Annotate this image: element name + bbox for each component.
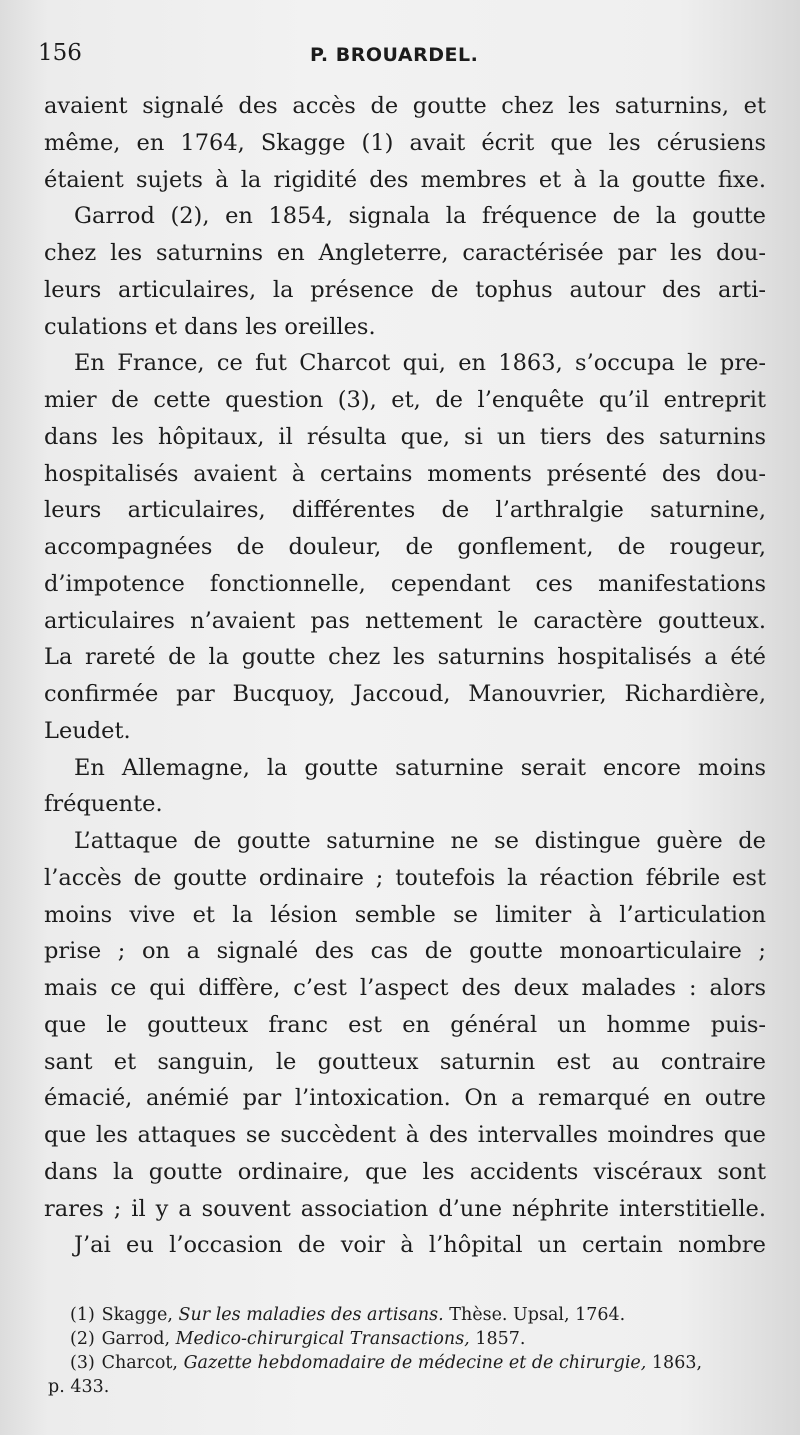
footnote-3-continuation: p. 433. xyxy=(48,1377,110,1397)
page-number: 156 xyxy=(38,40,82,66)
text-line: rares ; il y a souvent association d’une néphrite interstitielle. xyxy=(44,1195,766,1222)
text-line: Garrod (2), en 1854, signala la fréquence de la goutte xyxy=(74,203,766,230)
footnote-work-title: Medico-chirurgical Transactions, xyxy=(175,1329,470,1349)
text-line: l’accès de goutte ordinaire ; toutefois la réaction fébrile est xyxy=(44,864,766,891)
footnote-details: Thèse. Upsal, 1764. xyxy=(449,1305,626,1325)
text-line: mais ce qui diffère, c’est l’aspect des deux malades : alors xyxy=(44,975,766,1001)
footnote-1 xyxy=(48,1303,774,1327)
footnote-work-title: Sur les maladies des artisans. xyxy=(178,1305,444,1325)
footnote-number: (1) xyxy=(70,1305,95,1325)
text-line: mier de cette question (3), et, de l’enquête qu’il entreprit xyxy=(44,387,766,413)
text-line: prise ; on a signalé des cas de goutte monoarticulaire ; xyxy=(44,938,766,965)
text-line: même, en 1764, Skagge (1) avait écrit que les cérusiens xyxy=(44,129,766,156)
text-line: L’attaque de goutte saturnine ne se distingue guère de xyxy=(74,828,766,854)
footnote-2 xyxy=(48,1327,774,1351)
text-line: d’impotence fonctionnelle, cependant ces manifestations xyxy=(44,570,766,597)
footnote-author: Skagge, xyxy=(101,1305,173,1325)
text-line: que les attaques se succèdent à des intervalles moindres que xyxy=(44,1122,766,1148)
footnote-details: 1857. xyxy=(475,1329,526,1349)
text-line: articulaires n’avaient pas nettement le caractère goutteux. xyxy=(44,607,766,634)
text-line: chez les saturnins en Angleterre, caractérisée par les dou- xyxy=(44,240,766,266)
footnote-author: Garrod, xyxy=(101,1329,171,1349)
text-line: hospitalisés avaient à certains moments présenté des dou- xyxy=(44,460,766,487)
text-line: dans la goutte ordinaire, que les accidents viscéraux sont xyxy=(44,1158,766,1185)
text-line: Leudet. xyxy=(44,717,131,744)
text-line: accompagnées de douleur, de gonflement, de rougeur, xyxy=(44,534,766,560)
text-line: avaient signalé des accès de goutte chez les saturnins, et xyxy=(44,93,766,119)
text-line: culations et dans les oreilles. xyxy=(44,313,376,340)
text-line: leurs articulaires, la présence de tophus autour des arti- xyxy=(44,276,766,303)
body-text xyxy=(44,88,766,1264)
text-line: La rareté de la goutte chez les saturnins hospitalisés a été xyxy=(44,644,766,671)
footnote-3 xyxy=(48,1351,774,1375)
text-line: leurs articulaires, différentes de l’arthralgie saturnine, xyxy=(44,497,766,524)
footnote-number: (3) xyxy=(70,1353,95,1373)
footnote-details: 1863, xyxy=(651,1353,703,1373)
footnote-author: Charcot, xyxy=(101,1353,178,1373)
text-line: fréquente. xyxy=(44,791,163,818)
footnote-number: (2) xyxy=(70,1329,95,1349)
text-line: J’ai eu l’occasion de voir à l’hôpital un certain nombre xyxy=(74,1232,766,1259)
text-line: sant et sanguin, le goutteux saturnin est au contraire xyxy=(44,1048,766,1075)
page-header xyxy=(38,40,758,80)
text-line: confirmée par Bucquoy, Jaccoud, Manouvrier, Richardière, xyxy=(44,681,766,707)
footnotes xyxy=(48,1303,774,1399)
text-line: En Allemagne, la goutte saturnine serait encore moins xyxy=(74,754,766,781)
text-line: dans les hôpitaux, il résulta que, si un tiers des saturnins xyxy=(44,423,766,450)
running-head: P. BROUARDEL. xyxy=(310,44,479,66)
text-line: émacié, anémié par l’intoxication. On a remarqué en outre xyxy=(44,1085,766,1112)
text-line: que le goutteux franc est en général un homme puis- xyxy=(44,1011,766,1038)
text-line: En France, ce fut Charcot qui, en 1863, s’occupa le pre- xyxy=(74,350,766,377)
footnote-work-title: Gazette hebdomadaire de médecine et de chirurgie, xyxy=(183,1353,647,1373)
text-line: moins vive et la lésion semble se limiter à l’articulation xyxy=(44,901,766,928)
text-line: étaient sujets à la rigidité des membres et à la goutte fixe. xyxy=(44,166,766,193)
